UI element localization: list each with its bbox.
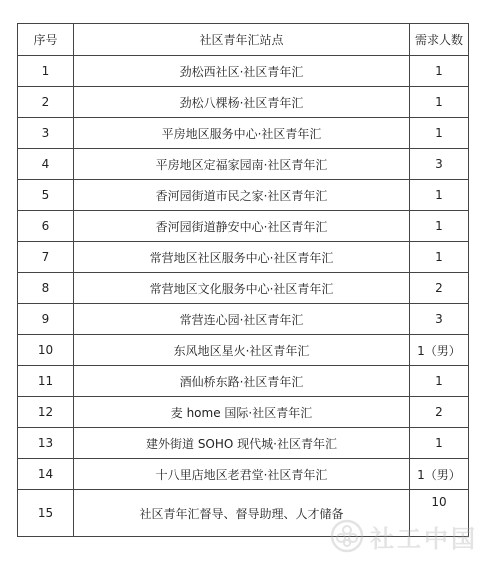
row-number: 13: [18, 428, 74, 459]
row-number: 6: [18, 211, 74, 242]
row-site: 香河园街道静安中心·社区青年汇: [74, 211, 410, 242]
row-number: 15: [18, 490, 74, 537]
table-row: [18, 180, 469, 211]
row-number: 8: [18, 273, 74, 304]
row-number: 12: [18, 397, 74, 428]
table-row: [18, 211, 469, 242]
row-count: 1: [410, 180, 469, 211]
row-count: 1: [410, 242, 469, 273]
row-number: 3: [18, 118, 74, 149]
row-count: 10: [410, 490, 469, 537]
header-site: 社区青年汇站点: [74, 24, 410, 56]
row-number: 1: [18, 56, 74, 87]
table-row: [18, 273, 469, 304]
row-site: 常营地区社区服务中心·社区青年汇: [74, 242, 410, 273]
row-count: 1（男）: [410, 335, 469, 366]
table-row: [18, 459, 469, 490]
table-header-row: [18, 24, 469, 56]
row-site: 建外街道 SOHO 现代城·社区青年汇: [74, 428, 410, 459]
row-site: 十八里店地区老君堂·社区青年汇: [74, 459, 410, 490]
table-row: [18, 490, 469, 537]
watermark-text: 社工中国: [370, 524, 478, 553]
row-count: 1: [410, 428, 469, 459]
table-row: [18, 335, 469, 366]
row-count: 3: [410, 304, 469, 335]
header-number: 序号: [18, 24, 74, 56]
table-row: [18, 397, 469, 428]
row-count: 2: [410, 397, 469, 428]
row-number: 11: [18, 366, 74, 397]
row-number: 4: [18, 149, 74, 180]
row-number: 5: [18, 180, 74, 211]
table-row: [18, 149, 469, 180]
row-site: 常营地区文化服务中心·社区青年汇: [74, 273, 410, 304]
row-count: 1: [410, 366, 469, 397]
row-site: 常营连心园·社区青年汇: [74, 304, 410, 335]
recruitment-table: [17, 23, 469, 537]
table-row: [18, 366, 469, 397]
row-site: 劲松八棵杨·社区青年汇: [74, 87, 410, 118]
row-number: 10: [18, 335, 74, 366]
table-row: [18, 118, 469, 149]
row-site: 平房地区服务中心·社区青年汇: [74, 118, 410, 149]
row-number: 14: [18, 459, 74, 490]
row-site: 劲松西社区·社区青年汇: [74, 56, 410, 87]
table-row: [18, 428, 469, 459]
row-site: 东风地区星火·社区青年汇: [74, 335, 410, 366]
table-row: [18, 87, 469, 118]
table-row: [18, 304, 469, 335]
row-site: 平房地区定福家园南·社区青年汇: [74, 149, 410, 180]
row-number: 9: [18, 304, 74, 335]
row-number: 2: [18, 87, 74, 118]
row-site: 酒仙桥东路·社区青年汇: [74, 366, 410, 397]
row-number: 7: [18, 242, 74, 273]
header-count: 需求人数: [410, 24, 469, 56]
row-count: 1: [410, 118, 469, 149]
row-count: 1: [410, 87, 469, 118]
row-site: 香河园街道市民之家·社区青年汇: [74, 180, 410, 211]
row-count: 1: [410, 211, 469, 242]
row-count: 1: [410, 56, 469, 87]
row-count: 3: [410, 149, 469, 180]
row-site: 社区青年汇督导、督导助理、人才储备: [74, 490, 410, 537]
row-site: 麦 home 国际·社区青年汇: [74, 397, 410, 428]
row-count: 1（男）: [410, 459, 469, 490]
table-row: [18, 56, 469, 87]
row-count: 2: [410, 273, 469, 304]
table-row: [18, 242, 469, 273]
